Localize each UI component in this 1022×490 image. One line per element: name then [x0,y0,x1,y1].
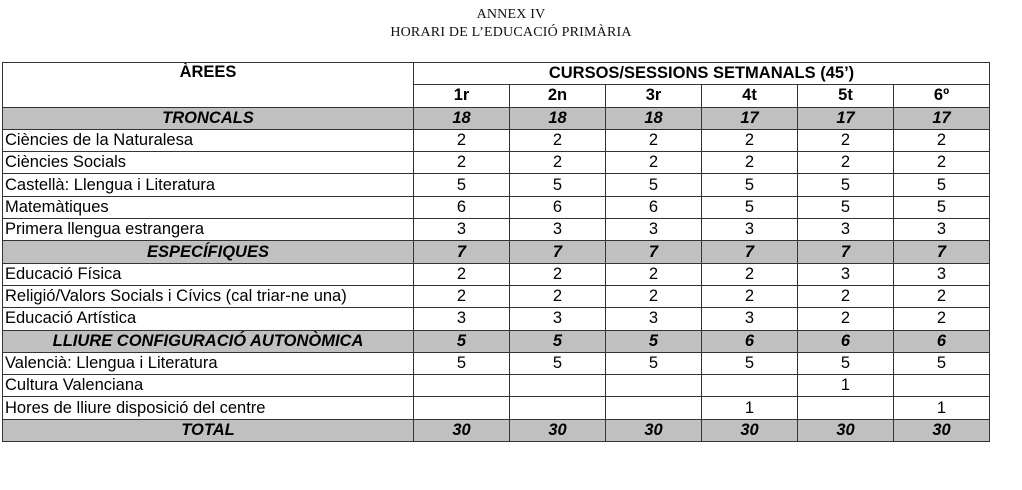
sessions-cell: 3 [702,308,798,330]
table-row [3,375,990,397]
subject-name: Educació Artística [3,308,414,330]
sessions-cell: 2 [702,129,798,151]
sessions-cell: 5 [798,352,894,374]
table-row [3,174,990,196]
sessions-cell: 30 [510,419,606,441]
sessions-cell: 5 [702,174,798,196]
course-header-6: 6º [894,85,990,107]
sessions-cell: 5 [798,196,894,218]
sessions-cell: 3 [606,308,702,330]
table-row [3,352,990,374]
sessions-cell: 2 [798,285,894,307]
sessions-cell: 30 [894,419,990,441]
sessions-cell: 6 [606,196,702,218]
sessions-cell: 5 [894,174,990,196]
sessions-cell: 2 [894,285,990,307]
sessions-cell: 5 [414,174,510,196]
sessions-cell: 2 [606,263,702,285]
sessions-cell [702,375,798,397]
sessions-cell: 2 [414,285,510,307]
sessions-cell: 3 [798,263,894,285]
sessions-cell: 2 [702,152,798,174]
group-name: LLIURE CONFIGURACIÓ AUTONÒMICA [3,330,414,352]
sessions-cell: 5 [414,330,510,352]
sessions-cell: 5 [894,196,990,218]
sessions-cell: 6 [510,196,606,218]
sessions-cell: 7 [894,241,990,263]
sessions-cell: 2 [510,285,606,307]
sessions-cell: 30 [414,419,510,441]
sessions-cell: 2 [510,263,606,285]
sessions-cell: 30 [606,419,702,441]
sessions-cell: 6 [798,330,894,352]
subject-name: Hores de lliure disposició del centre [3,397,414,419]
sessions-cell: 5 [510,174,606,196]
group-name: ESPECÍFIQUES [3,241,414,263]
sessions-cell: 6 [702,330,798,352]
sessions-cell: 5 [702,196,798,218]
sessions-cell: 30 [798,419,894,441]
sessions-cell: 5 [798,174,894,196]
sessions-cell: 2 [510,129,606,151]
sessions-cell: 2 [414,152,510,174]
sessions-cell: 3 [414,308,510,330]
sessions-cell: 2 [606,129,702,151]
sessions-cell: 5 [606,352,702,374]
sessions-cell [414,397,510,419]
sessions-cell: 17 [894,107,990,129]
table-row [3,263,990,285]
sessions-cell: 3 [606,219,702,241]
table-row [3,219,990,241]
course-header-3: 3r [606,85,702,107]
group-row [3,241,990,263]
sessions-cell: 2 [702,285,798,307]
table-row [3,397,990,419]
sessions-cell: 5 [606,174,702,196]
sessions-cell: 2 [894,152,990,174]
schedule-table [2,62,990,442]
course-header-2: 2n [510,85,606,107]
sessions-cell: 2 [798,152,894,174]
sessions-cell: 17 [798,107,894,129]
sessions-cell: 3 [702,219,798,241]
group-row [3,330,990,352]
table-row [3,196,990,218]
table-row [3,129,990,151]
sessions-cell: 7 [606,241,702,263]
sessions-cell: 2 [894,308,990,330]
sessions-cell: 3 [894,219,990,241]
document-title: HORARI DE L’EDUCACIÓ PRIMÀRIA [390,25,632,40]
subject-name: Religió/Valors Socials i Cívics (cal triar-ne una) [3,285,414,307]
sessions-cell: 18 [510,107,606,129]
table-body [3,107,990,441]
table-row [3,308,990,330]
sessions-cell: 2 [414,263,510,285]
subject-name: Educació Física [3,263,414,285]
sessions-cell: 3 [894,263,990,285]
courses-column-header: CURSOS/SESSIONS SETMANALS (45’) [414,63,990,85]
table-row [3,152,990,174]
course-header-4: 4t [702,85,798,107]
course-header-1: 1r [414,85,510,107]
subject-name: Castellà: Llengua i Literatura [3,174,414,196]
sessions-cell: 6 [414,196,510,218]
sessions-cell: 7 [702,241,798,263]
sessions-cell: 1 [894,397,990,419]
sessions-cell [798,397,894,419]
subject-name: Matemàtiques [3,196,414,218]
sessions-cell: 2 [798,129,894,151]
table-row [3,285,990,307]
sessions-cell: 7 [414,241,510,263]
sessions-cell: 5 [510,330,606,352]
sessions-cell: 1 [798,375,894,397]
sessions-cell [510,375,606,397]
sessions-cell [510,397,606,419]
table-header-row [3,63,990,85]
sessions-cell: 2 [414,129,510,151]
sessions-cell: 2 [606,152,702,174]
sessions-cell: 2 [798,308,894,330]
sessions-cell: 3 [798,219,894,241]
subject-name: Valencià: Llengua i Literatura [3,352,414,374]
sessions-cell [606,397,702,419]
total-label: TOTAL [3,419,414,441]
sessions-cell: 3 [510,308,606,330]
sessions-cell: 2 [510,152,606,174]
sessions-cell: 2 [702,263,798,285]
sessions-cell: 7 [510,241,606,263]
sessions-cell: 6 [894,330,990,352]
sessions-cell: 3 [510,219,606,241]
subject-name: Primera llengua estrangera [3,219,414,241]
annex-title: ANNEX IV [476,7,546,22]
group-row [3,107,990,129]
area-column-header: ÀREES [3,63,414,108]
sessions-cell: 2 [606,285,702,307]
sessions-cell: 3 [414,219,510,241]
course-header-5: 5t [798,85,894,107]
sessions-cell [606,375,702,397]
sessions-cell: 30 [702,419,798,441]
sessions-cell: 2 [894,129,990,151]
subject-name: Cultura Valenciana [3,375,414,397]
sessions-cell [414,375,510,397]
group-name: TRONCALS [3,107,414,129]
sessions-cell: 1 [702,397,798,419]
sessions-cell: 18 [606,107,702,129]
sessions-cell: 5 [510,352,606,374]
sessions-cell: 5 [606,330,702,352]
subject-name: Ciències Socials [3,152,414,174]
sessions-cell: 5 [414,352,510,374]
sessions-cell: 7 [798,241,894,263]
subject-name: Ciències de la Naturalesa [3,129,414,151]
sessions-cell [894,375,990,397]
sessions-cell: 5 [894,352,990,374]
sessions-cell: 18 [414,107,510,129]
total-row [3,419,990,441]
sessions-cell: 5 [702,352,798,374]
sessions-cell: 17 [702,107,798,129]
